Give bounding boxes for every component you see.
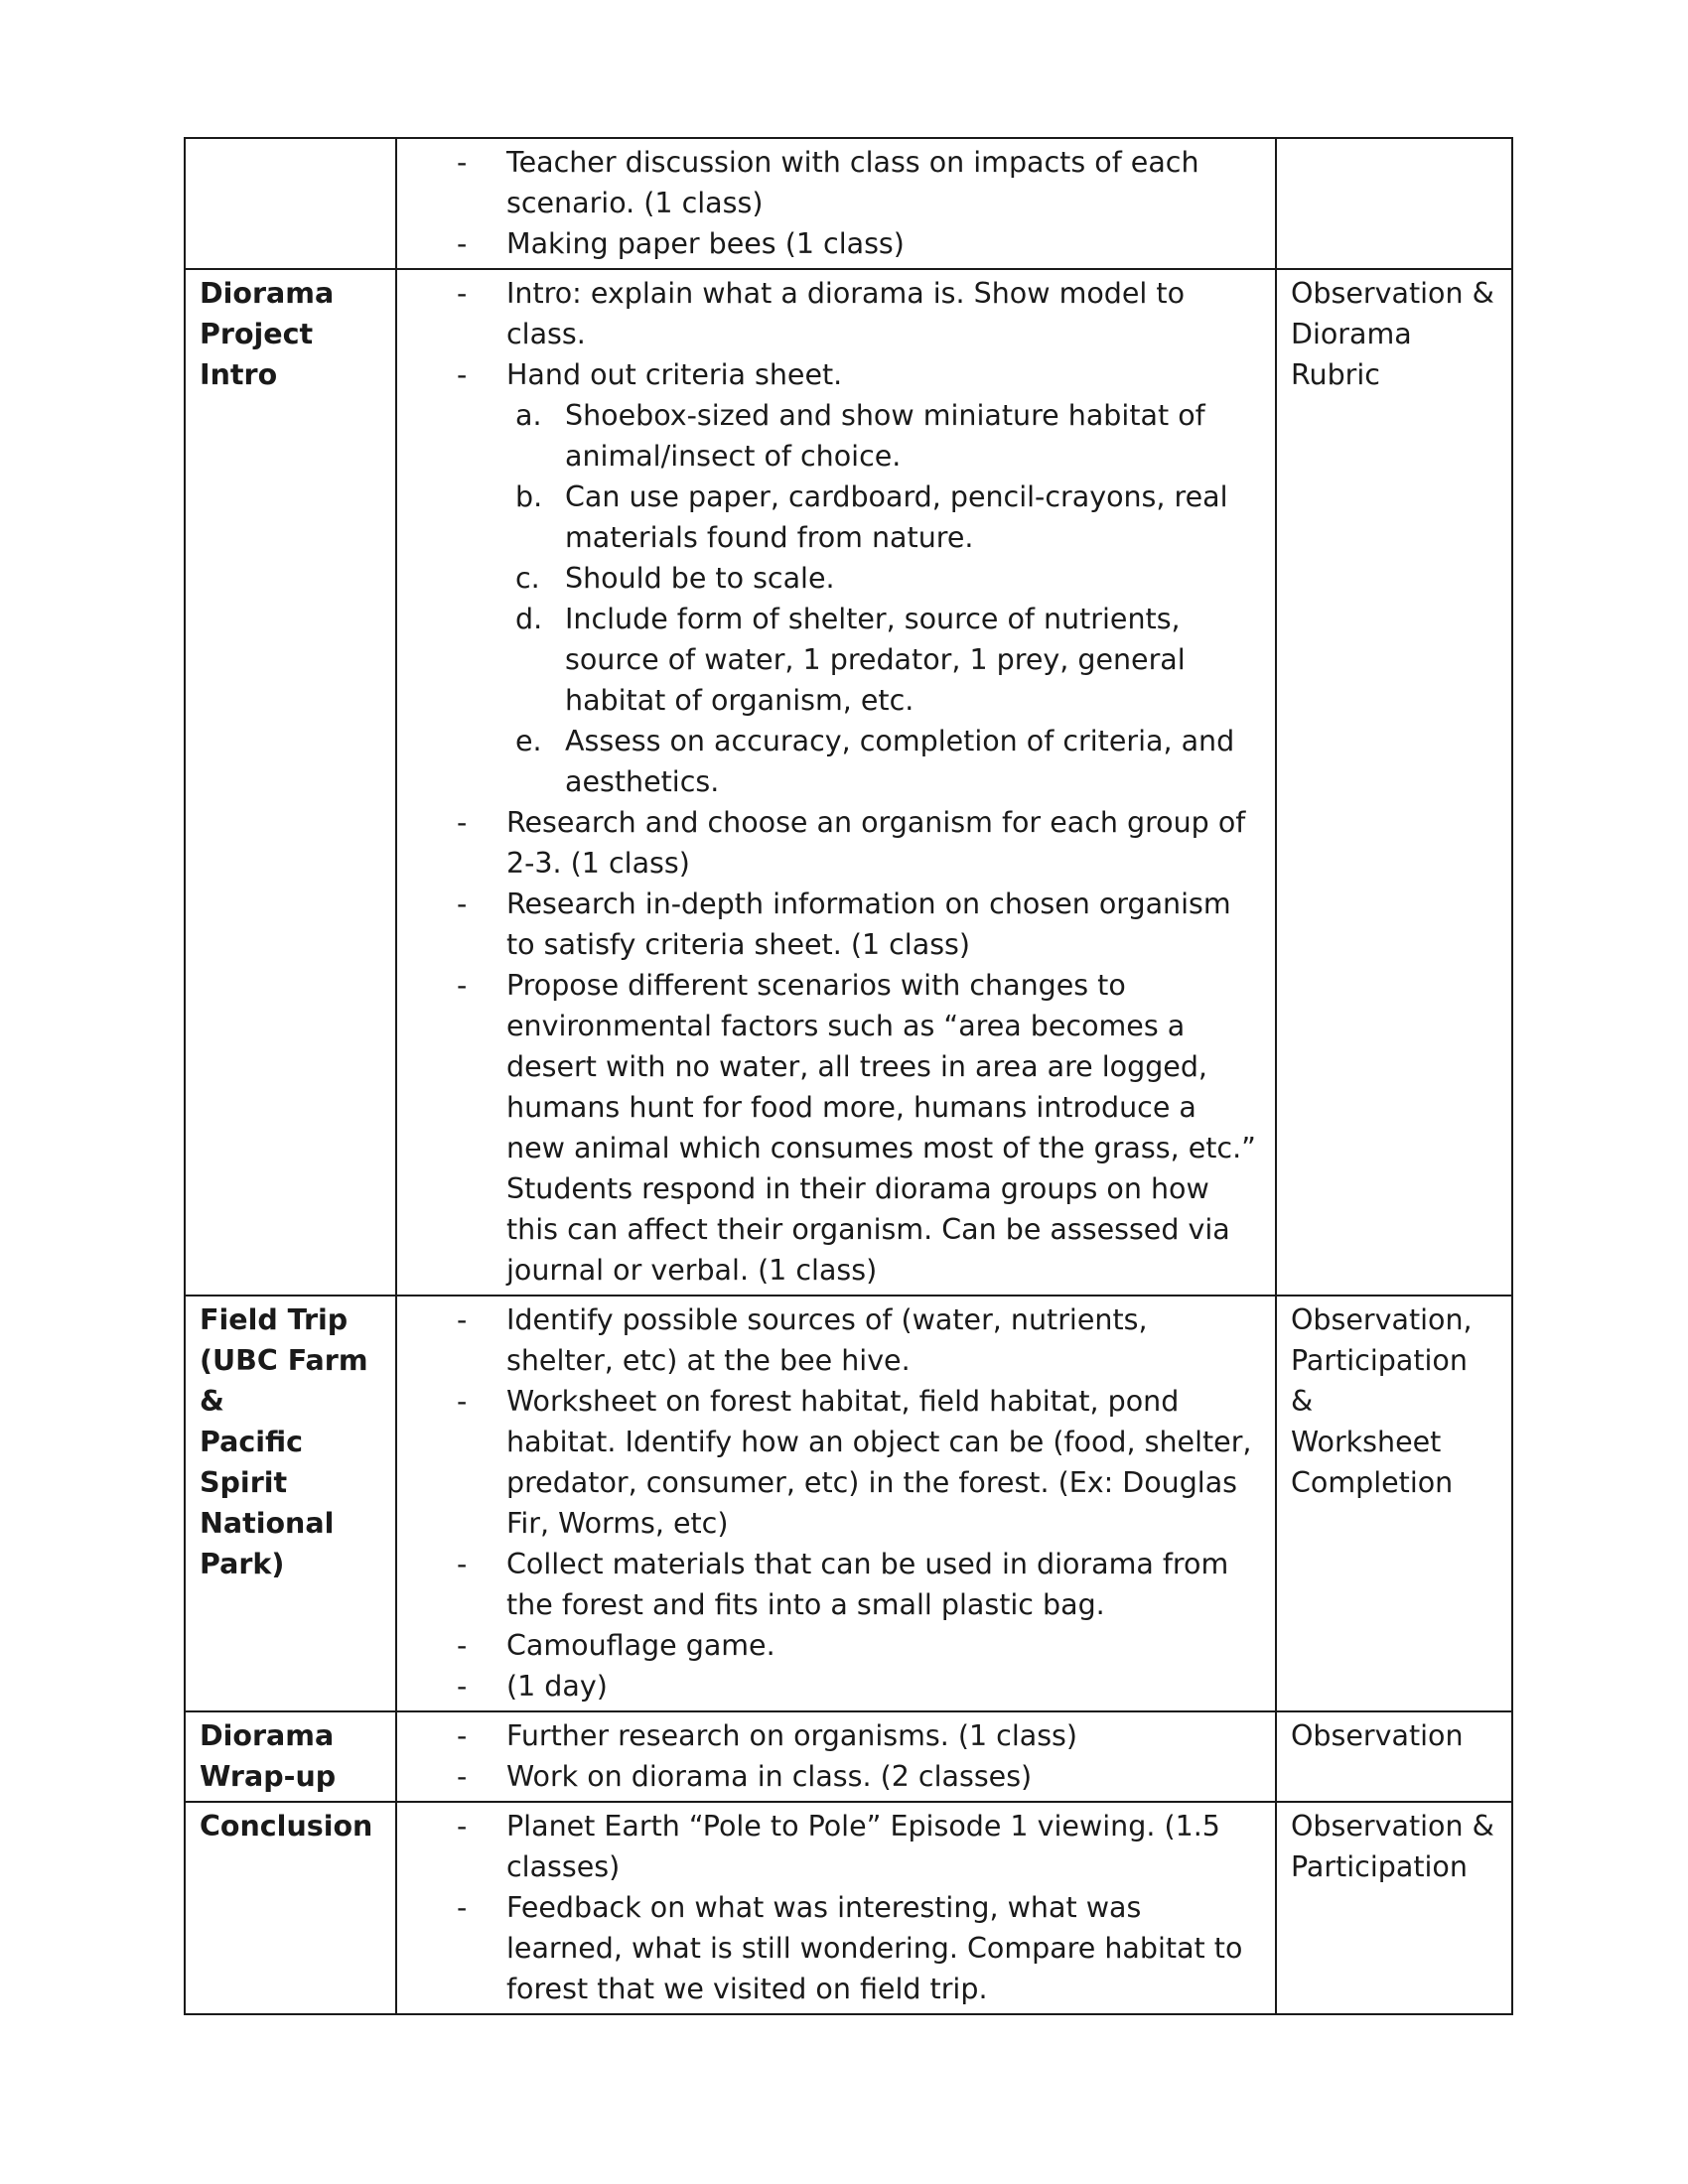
dash-bullet-icon: - [457,1629,468,1662]
criteria-item [515,558,1261,599]
activity-text: Worksheet on forest habitat, field habitat, pond habitat. Identify how an object can be (food, shelter, predator, consumer, etc) in the forest. (Ex: Douglas Fir, Worms, etc) [506,1385,1252,1540]
section-title: Field Trip (UBC Farm & Pacific Spirit National Park) [200,1303,368,1580]
activity-item [457,965,1261,1291]
activity-item [457,884,1261,965]
activity-item [457,1756,1261,1797]
criteria-item [515,599,1261,721]
activity-list [411,1715,1261,1797]
criteria-text: Should be to scale. [565,562,835,595]
criteria-item [515,395,1261,477]
activity-item [457,1715,1261,1756]
assessment-cell [1276,269,1512,1296]
activity-item [457,1544,1261,1625]
criteria-text: Can use paper, cardboard, pencil-crayons, real materials found from nature. [565,480,1228,554]
table-row [185,1711,1512,1802]
activity-text: Identify possible sources of (water, nutrients, shelter, etc) at the bee hive. [506,1303,1148,1377]
section-title: Diorama Project Intro [200,277,335,391]
dash-bullet-icon: - [457,969,468,1002]
activity-item [457,1887,1261,2009]
criteria-letter: e. [515,725,542,757]
activity-text: Camouflage game. [506,1629,775,1662]
dash-bullet-icon: - [457,1385,468,1418]
dash-bullet-icon: - [457,806,468,839]
table-row [185,269,1512,1296]
dash-bullet-icon: - [457,1760,468,1793]
activity-item [457,802,1261,884]
section-title: Conclusion [200,1810,373,1843]
criteria-text: Assess on accuracy, completion of criteria, and aesthetics. [565,725,1235,798]
assessment-text: Observation, Participation & Worksheet Completion [1291,1303,1473,1499]
activity-item [457,142,1261,223]
assessment-cell [1276,1711,1512,1802]
activities-cell [396,1296,1276,1711]
dash-bullet-icon: - [457,1303,468,1336]
criteria-letter: b. [515,480,543,513]
activity-text: Feedback on what was interesting, what was learned, what is still wondering. Compare habitat to forest that we visited on field trip. [506,1891,1243,2005]
table-row [185,1296,1512,1711]
activity-item [457,1806,1261,1887]
section-title-cell [185,1711,396,1802]
section-title-cell [185,269,396,1296]
activity-item [457,1625,1261,1666]
activity-text: Research in-depth information on chosen organism to satisfy criteria sheet. (1 class) [506,887,1231,961]
criteria-list [506,395,1261,802]
activity-item [457,223,1261,264]
lesson-plan-table [184,137,1513,2015]
dash-bullet-icon: - [457,277,468,310]
dash-bullet-icon: - [457,1891,468,1924]
criteria-letter: d. [515,603,543,635]
assessment-text: Observation [1291,1719,1464,1752]
activity-text: (1 day) [506,1670,608,1703]
table-row [185,138,1512,269]
activity-text: Planet Earth “Pole to Pole” Episode 1 viewing. (1.5 classes) [506,1810,1220,1883]
dash-bullet-icon: - [457,1548,468,1580]
activity-text: Research and choose an organism for each group of 2-3. (1 class) [506,806,1246,880]
assessment-cell [1276,138,1512,269]
dash-bullet-icon: - [457,887,468,920]
dash-bullet-icon: - [457,1670,468,1703]
activity-item [457,354,1261,802]
activity-text: Propose different scenarios with changes to environmental factors such as “area becomes a desert with no water, all trees in area are logged, humans hunt for food more, humans introduce a new animal which consumes most of the grass, etc.” Students respond in their diorama groups on how this can affect their organism. Can be assessed via journal or verbal. (1 class) [506,969,1256,1287]
assessment-cell [1276,1802,1512,2014]
section-title: Diorama Wrap-up [200,1719,337,1793]
criteria-item [515,477,1261,558]
dash-bullet-icon: - [457,358,468,391]
criteria-letter: a. [515,399,542,432]
activity-item [457,273,1261,354]
section-title-cell [185,138,396,269]
activity-text: Further research on organisms. (1 class) [506,1719,1078,1752]
dash-bullet-icon: - [457,1810,468,1843]
activity-text: Making paper bees (1 class) [506,227,905,260]
activity-list [411,273,1261,1291]
section-title-cell [185,1296,396,1711]
activity-list [411,142,1261,264]
activity-list [411,1299,1261,1706]
dash-bullet-icon: - [457,146,468,179]
activity-text: Teacher discussion with class on impacts of each scenario. (1 class) [506,146,1199,219]
activities-cell [396,1802,1276,2014]
activities-cell [396,269,1276,1296]
activity-text: Work on diorama in class. (2 classes) [506,1760,1033,1793]
activity-text: Intro: explain what a diorama is. Show model to class. [506,277,1186,350]
criteria-item [515,721,1261,802]
activities-cell [396,1711,1276,1802]
activities-cell [396,138,1276,269]
activity-item [457,1299,1261,1381]
criteria-text: Include form of shelter, source of nutrients, source of water, 1 predator, 1 prey, general habitat of organism, etc. [565,603,1186,717]
table-body [185,138,1512,2014]
assessment-cell [1276,1296,1512,1711]
activity-text: Collect materials that can be used in diorama from the forest and fits into a small plastic bag. [506,1548,1229,1621]
criteria-text: Shoebox-sized and show miniature habitat of animal/insect of choice. [565,399,1205,473]
assessment-text: Observation & Participation [1291,1810,1494,1883]
activity-item [457,1666,1261,1706]
activity-item [457,1381,1261,1544]
criteria-letter: c. [515,562,540,595]
activity-text: Hand out criteria sheet. [506,358,843,391]
table-row [185,1802,1512,2014]
assessment-text: Observation & Diorama Rubric [1291,277,1494,391]
dash-bullet-icon: - [457,227,468,260]
dash-bullet-icon: - [457,1719,468,1752]
section-title-cell [185,1802,396,2014]
activity-list [411,1806,1261,2009]
